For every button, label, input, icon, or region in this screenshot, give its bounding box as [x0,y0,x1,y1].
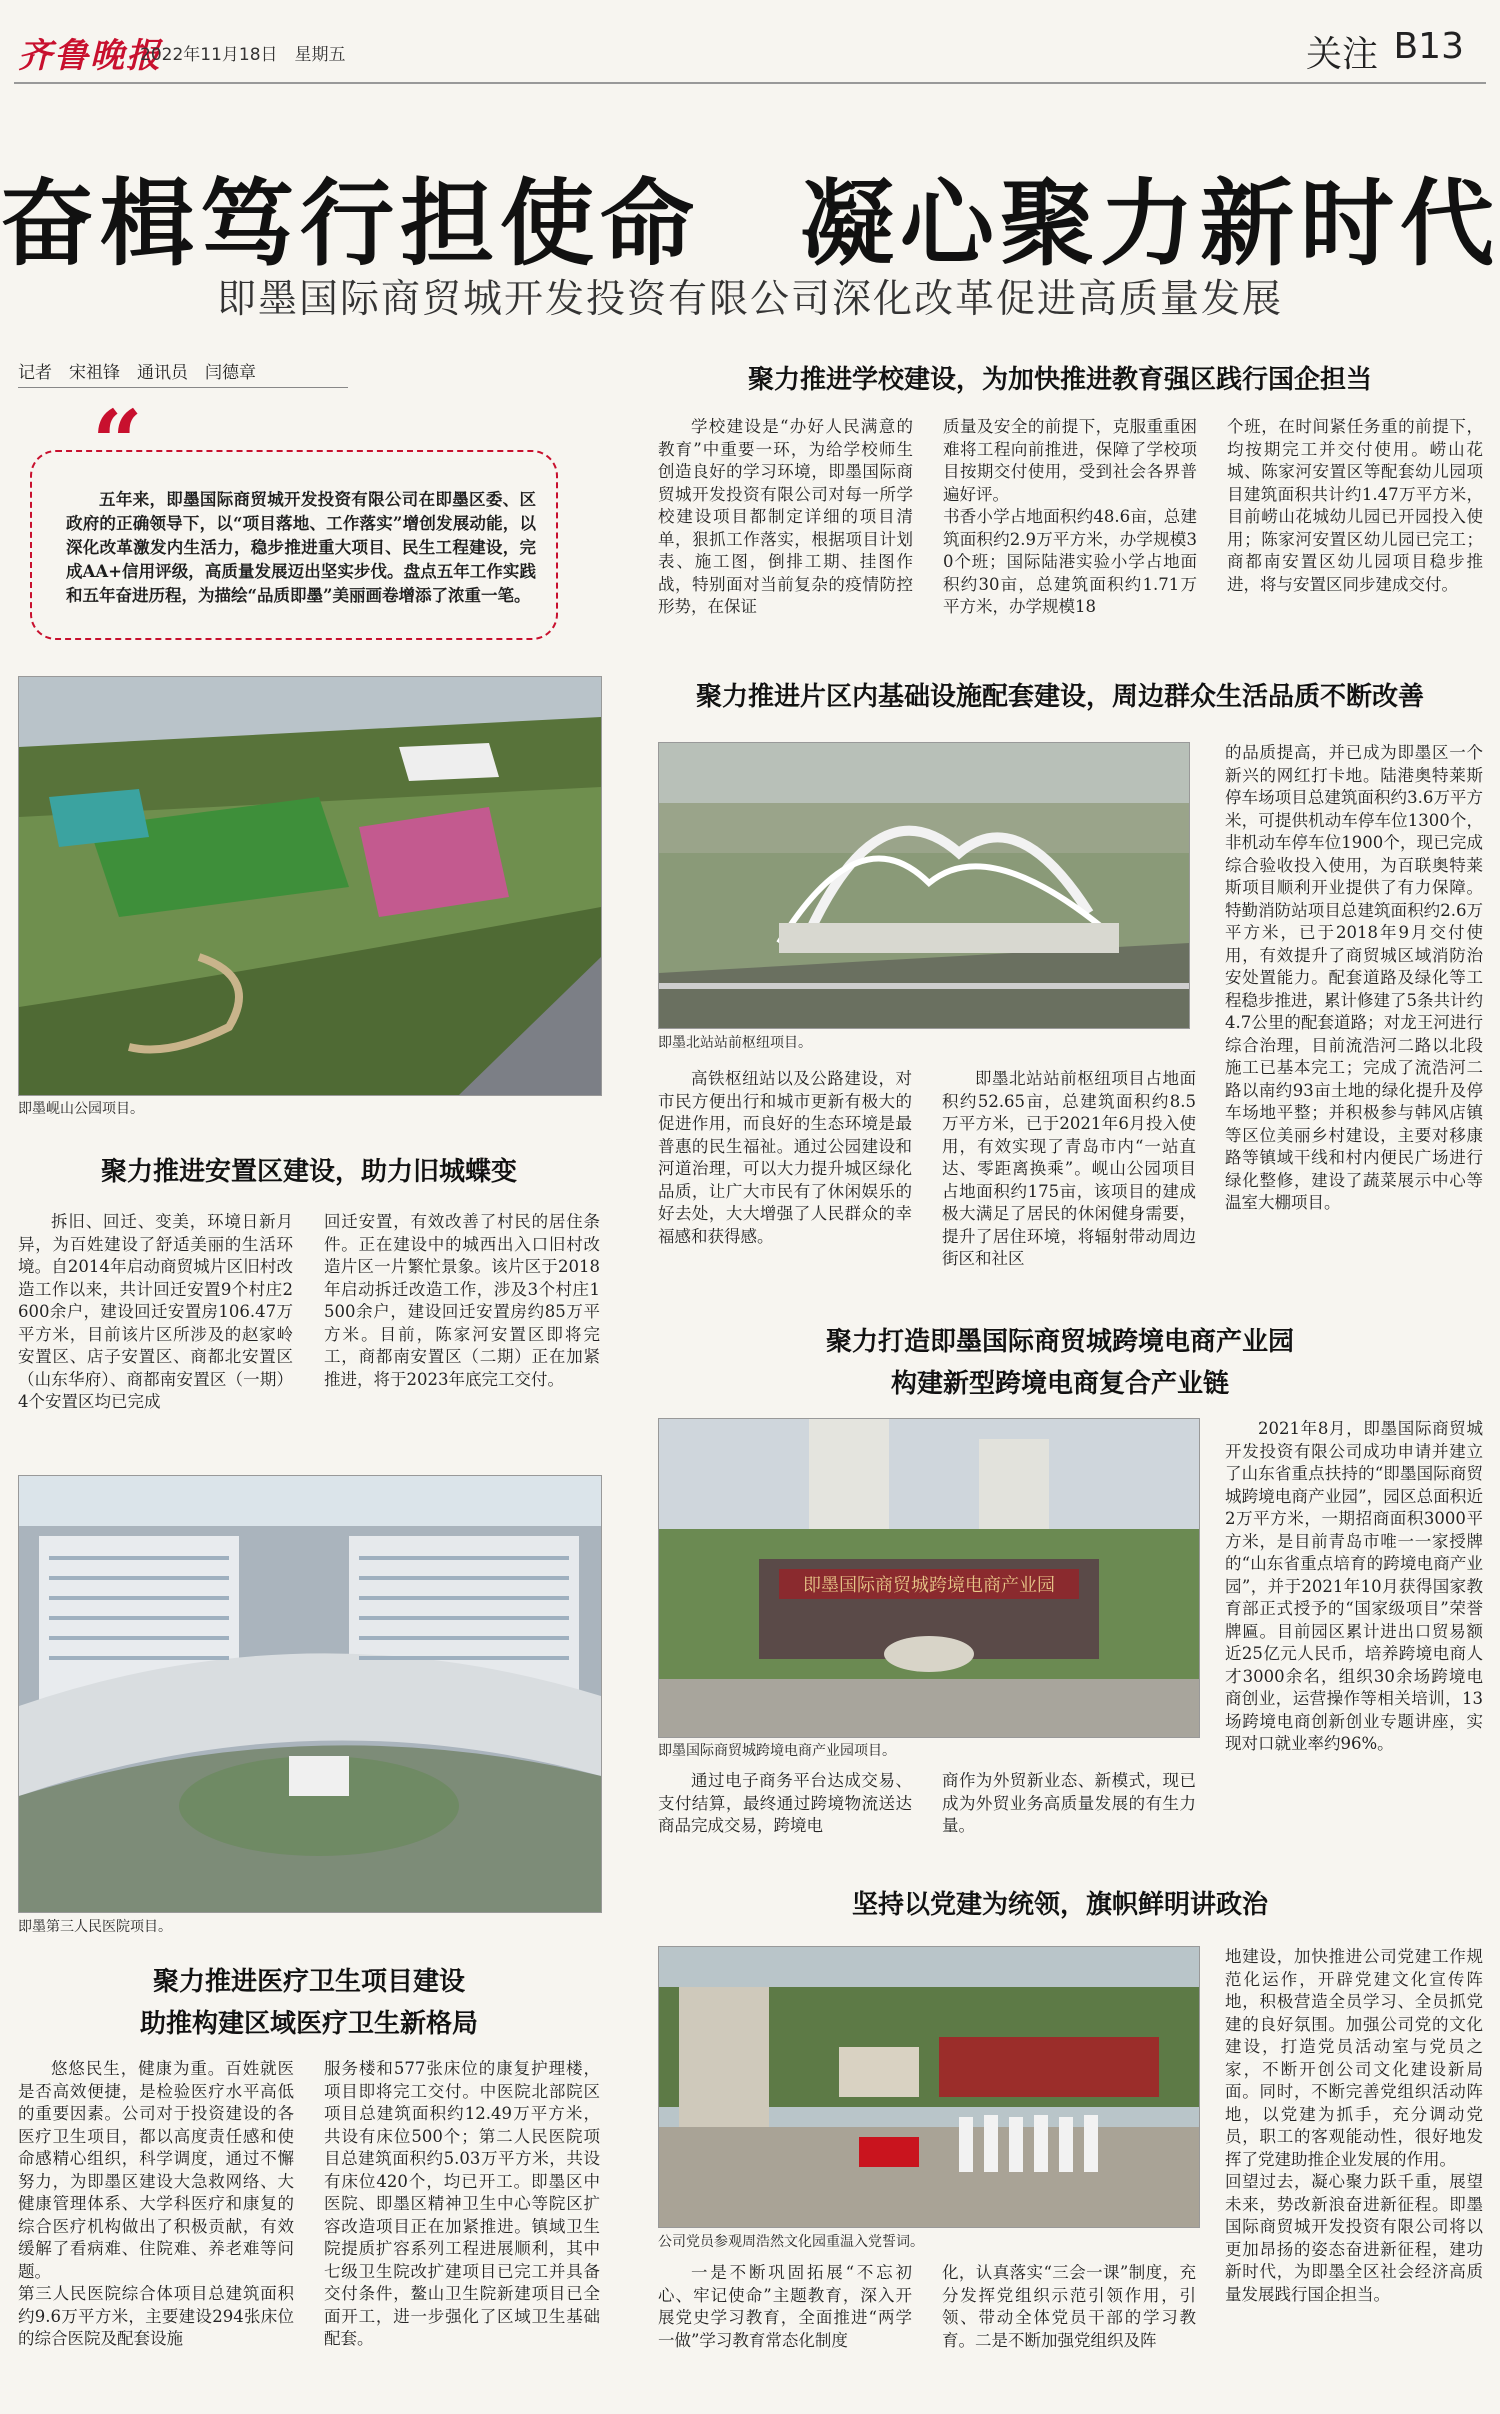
ecommerce-section-title-1: 聚力打造即墨国际商贸城跨境电商产业园 [825,1327,1294,1357]
masthead-rule [14,82,1486,84]
park-photo [18,676,602,1096]
station-photo-caption: 即墨北站站前枢纽项目。 [658,1035,812,1051]
park-photo-caption: 即墨岘山公园项目。 [18,1101,144,1117]
school-col-2: 质量及安全的前提下，克服重重困难将工程向前推进，保障了学校项目按期交付使用，受到社会各界普遍好评。 书香小学占地面积约48.6亩，总建筑面积约2.9万平方米，办学规模30个班；国际陆港实验小学占地面积约30亩，总建筑面积约1.71万平方米，办学规模18 [943,417,1197,616]
resettle-col-1: 拆旧、回迁、变美，环境日新月异，为百姓建设了舒适美丽的生活环境。自2014年启动商贸城片区旧村改造工作以来，共计回迁安置9个村庄2600余户，建设回迁安置房106.47万平方米，目前该片区所涉及的赵家岭安置区、店子安置区、商都北安置区（山东华府）、商都南安置区（一期）4个安置区均已完成 [18,1212,293,1411]
party-col-1: 一是不断巩固拓展“不忘初心、牢记使命”主题教育，深入开展党史学习教育，全面推进“两学一做”学习教育常态化制度 [658,2263,912,2350]
page-number: B13 [1393,26,1464,67]
byline-rule [18,387,348,388]
infra-col-2: 即墨北站站前枢纽项目占地面积约52.65亩，总建筑面积约8.5万平方米，已于2021年6月投入使用，有效实现了青岛市内“一站直达、零距离换乘”。岘山公园项目占地面积约175亩，该项目的建成极大满足了居民的休闲健身需要，提升了居住环境，将辐射带动周边街区和社区 [942,1069,1196,1268]
resettle-section-title: 聚力推进安置区建设，助力旧城蝶变 [100,1157,517,1187]
issue-date: 2022年11月18日 星期五 [140,45,346,65]
section-name: 关注 [1305,34,1378,75]
hospital-photo-caption: 即墨第三人民医院项目。 [18,1919,172,1935]
ecommerce-col-2: 商作为外贸新业态、新模式，现已成为外贸业务高质量发展的有生力量。 [942,1771,1196,1835]
school-section-title: 聚力推进学校建设，为加快推进教育强区践行国企担当 [747,365,1372,395]
page-headline: 奋楫笃行担使命 凝心聚力新时代 [0,169,1500,279]
resettle-col-2: 回迁安置，有效改善了村民的居住条件。正在建设中的城西出入口旧村改造片区一片繁忙景象。该片区于2018年启动拆迁改造工作，涉及3个村庄1500余户，建设回迁安置房约85万平方米。目前，陈家河安置区即将完工，商都南安置区（二期）正在加紧推进，将于2023年底完工交付。 [324,1212,600,1389]
page-subheadline: 即墨国际商贸城开发投资有限公司深化改革促进高质量发展 [216,277,1283,322]
hospital-photo [18,1475,602,1913]
party-section-title: 坚持以党建为统领，旗帜鲜明讲政治 [851,1890,1268,1920]
ecommerce-photo [658,1418,1200,1738]
intro-text: 五年来，即墨国际商贸城开发投资有限公司在即墨区委、区政府的正确领导下，以“项目落地、工作落实”增创发展动能，以深化改革激发内生活力，稳步推进重大项目、民生工程建设，完成AA+信用评级，高质量发展迈出坚实步伐。盘点五年工作实践和五年奋进历程，为描绘“品质即墨”美丽画卷增添了浓重一笔。 [66,490,536,605]
intro-box [30,450,558,640]
station-photo [658,742,1190,1029]
hospital-col-1: 悠悠民生，健康为重。百姓就医是否高效便捷，是检验医疗水平高低的重要因素。公司对于投资建设的各医疗卫生项目，都以高度责任感和使命感精心组织，科学调度，通过不懈努力，为即墨区建设大急救网络、大健康管理体系、大学科医疗和康复的综合医疗机构做出了积极贡献，有效缓解了看病难、住院难、养老难等问题。 第三人民医院综合体项目总建筑面积约9.6万平方米，主要建设294张床位的综合医院及配套设施 [18,2059,294,2348]
infra-col-3: 的品质提高，并已成为即墨区一个新兴的网红打卡地。陆港奥特莱斯停车场项目总建筑面积约3.6万平方米，可提供机动车停车位1300个，非机动车停车位1900个，现已完成综合验收投入使用，为百联奥特莱斯项目顺利开业提供了有力保障。特勤消防站项目总建筑面积约2.6万平方米，已于2018年9月交付使用，有效提升了商贸城区域消防治安处置能力。配套道路及绿化等工程稳步推进，累计修建了5条共计约4.7公里的配套道路；对龙王河进行综合治理，目前流浩河二路以北段施工已基本完工；完成了流浩河二路以南约93亩土地的绿化提升及停车场地平整；并积极参与韩风店镇等区位美丽乡村建设，主要对移康路等镇域干线和村内便民广场进行绿化整修，建设了蔬菜展示中心等温室大棚项目。 [1225,743,1483,1212]
school-col-3: 个班，在时间紧任务重的前提下，均按期完工并交付使用。崂山花城、陈家河安置区等配套幼儿园项目建筑面积共计约1.47万平方米，目前崂山花城幼儿园已开园投入使用；陈家河安置区幼儿园已完工；商都南安置区幼儿园项目稳步推进，将与安置区同步建成交付。 [1227,417,1483,594]
ecommerce-photo-caption: 即墨国际商贸城跨境电商产业园项目。 [658,1743,896,1759]
newspaper-logo: 齐鲁晚报 [18,36,162,76]
party-photo [658,1946,1200,2228]
byline: 记者 宋祖锋 通讯员 闫德章 [18,363,256,383]
ecommerce-sign: 即墨国际商贸城跨境电商产业园 [803,1575,1055,1596]
hospital-section-title-2: 助推构建区域医疗卫生新格局 [139,2009,478,2039]
hospital-col-2: 服务楼和577张床位的康复护理楼，项目即将完工交付。中医院北部院区项目总建筑面积约12.49万平方米，共设有床位500个；第二人民医院项目总建筑面积约5.03万平方米，共设有床位420个，均已开工。即墨区中医院、即墨区精神卫生中心等院区扩容改造项目正在加紧推进。镇域卫生院提质扩容系列工程进展顺利，其中七级卫生院改扩建项目已完工并具备交付条件，鳌山卫生院新建项目已全面开工，进一步强化了区域卫生基础配套。 [324,2059,600,2348]
quote-mark-icon: “ [92,390,143,494]
party-col-3: 地建设，加快推进公司党建工作规范化运作，开辟党建文化宣传阵地，积极营造全员学习、全员抓党建的良好氛围。加强公司党的文化建设，打造党员活动室与党员之家，不断开创公司文化建设新局面。同时，不断完善党组织活动阵地，以党建为抓手，充分调动党员，职工的客观能动性，很好地发挥了党建助推企业发展的作用。 回望过去，凝心聚力跃千重，展望未来，势改新浪奋进新征程。即墨国际商贸城开发投资有限公司将以更加昂扬的姿态奋进新征程，建功新时代，为即墨全区社会经济高质量发展践行国企担当。 [1225,1947,1483,2304]
party-col-2: 化，认真落实“三会一课”制度，充分发挥党组织示范引领作用，引领、带动全体党员干部的学习教育。二是不断加强党组织及阵 [942,2263,1196,2350]
ecommerce-col-3: 2021年8月，即墨国际商贸城开发投资有限公司成功申请并建立了山东省重点扶持的“即墨国际商贸城跨境电商产业园”，园区总面积近2万平方米，一期招商面积3000平方米，是目前青岛市唯一一家授牌的“山东省重点培育的跨境电商产业园”，并于2021年10月获得国家教育部正式授予的“国家级项目”荣誉牌匾。目前园区累计进出口贸易额近25亿元人民币，培养跨境电商人才3000余名，组织30余场跨境电商创业，运营操作等相关培训，13场跨境电商创新创业专题讲座，实现对口就业率约96%。 [1225,1419,1483,1753]
school-col-1: 学校建设是“办好人民满意的教育”中重要一环，为给学校师生创造良好的学习环境，即墨国际商贸城开发投资有限公司对每一所学校建设项目都制定详细的项目清单，狠抓工作落实，根据项目计划表、施工图，倒排工期、挂图作战，特别面对当前复杂的疫情防控形势，在保证 [658,417,913,616]
infra-section-title: 聚力推进片区内基础设施配套建设，周边群众生活品质不断改善 [695,682,1424,712]
ecommerce-col-1: 通过电子商务平台达成交易、支付结算，最终通过跨境物流送达商品完成交易，跨境电 [658,1771,912,1835]
infra-col-1: 高铁枢纽站以及公路建设，对市民方便出行和城市更新有极大的促进作用，而良好的生态环境是最普惠的民生福祉。通过公园建设和河道治理，可以大力提升城区绿化品质，让广大市民有了休闲娱乐的好去处，大大增强了人民群众的幸福感和获得感。 [658,1069,912,1246]
party-photo-caption: 公司党员参观周浩然文化园重温入党誓词。 [658,2234,924,2250]
hospital-section-title-1: 聚力推进医疗卫生项目建设 [152,1967,465,1997]
ecommerce-section-title-2: 构建新型跨境电商复合产业链 [890,1369,1229,1399]
